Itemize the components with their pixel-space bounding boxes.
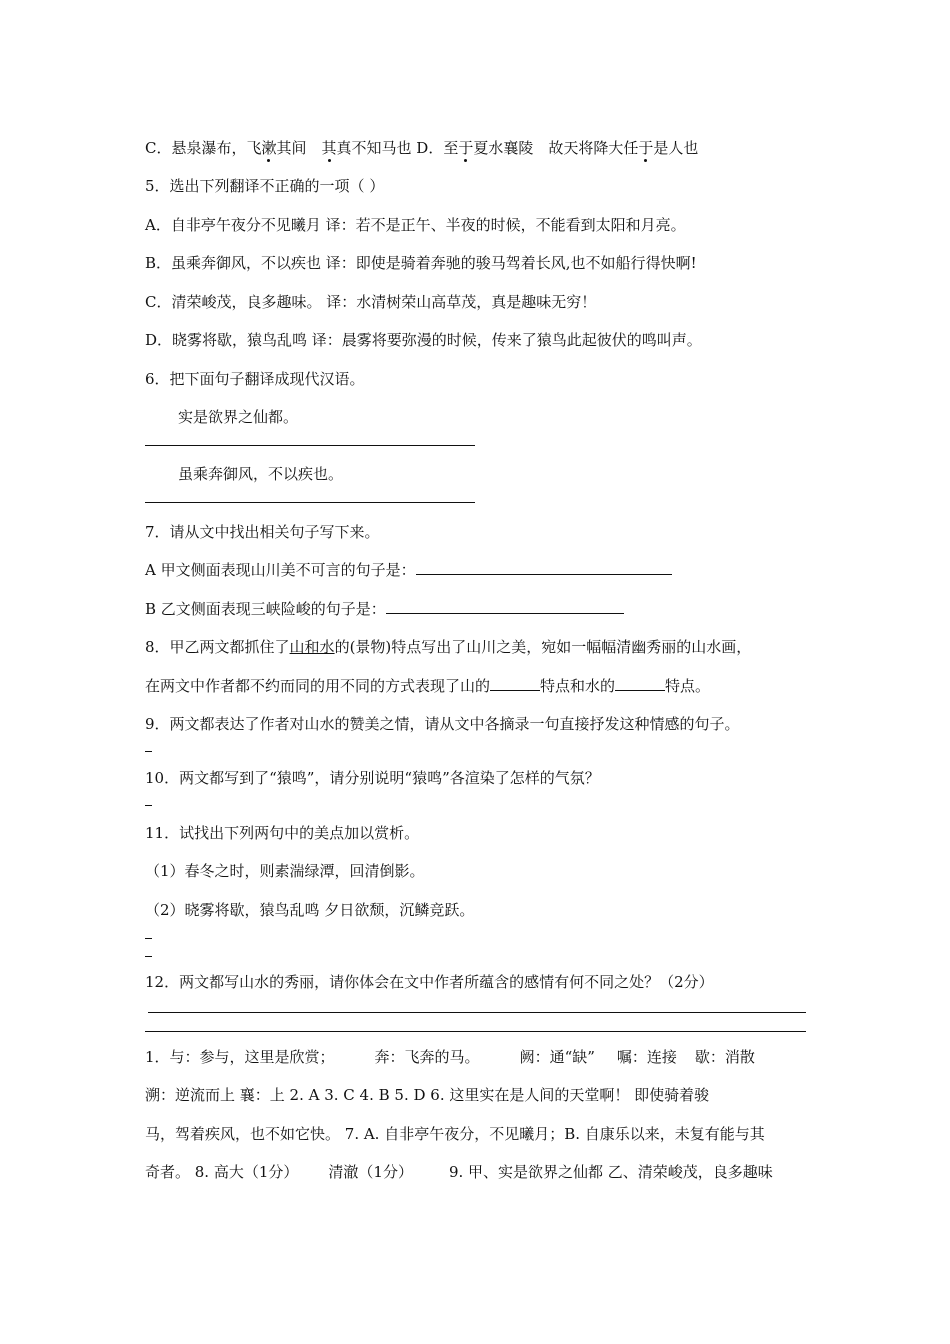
answers-line-1 — [145, 1047, 755, 1067]
q8-text: 特点。 — [665, 677, 711, 695]
answer-text: 奔：飞奔的马。 — [374, 1048, 480, 1066]
q5-option-a: A．自非亭午夜分不见曦月 译：若不是正午、半夜的时候，不能看到太阳和月亮。 — [145, 216, 686, 234]
q10-answer-mark — [145, 805, 152, 806]
q5-title: 5．选出下列翻译不正确的一项（ ） — [145, 177, 385, 195]
answers-line-3: 马，驾着疾风，也不如它快。 7. A. 自非亭午夜分，不见曦月；B. 自康乐以来，未复有能与其 — [145, 1125, 765, 1143]
q7-blank-a — [416, 560, 672, 575]
answers-line-2: 溯：逆流而上 襄：上 2. A 3. C 4. B 5. D 6. 这里实在是人间的天堂啊！ 即使骑着骏 — [145, 1086, 710, 1104]
q4-dotted-char: 其 — [321, 139, 337, 157]
q11-sentence-1: （1）春冬之时，则素湍绿潭，回清倒影。 — [145, 862, 425, 880]
q7-item-a-text: A 甲文侧面表现山川美不可言的句子是： — [145, 561, 416, 579]
q6-answer-line-2 — [145, 502, 475, 503]
answer-text: 奇者。 8. 高大（1分） — [145, 1163, 299, 1181]
q8-line-1 — [145, 637, 751, 657]
answer-text: 嘱：连接 — [616, 1048, 677, 1066]
q7-blank-b — [386, 599, 624, 614]
q7-item-b-text: B 乙文侧面表现三峡险峻的句子是： — [145, 600, 386, 618]
q4-text: 真不知马也 D．至 — [336, 139, 459, 157]
q8-underlined-text: 山和水 — [289, 638, 335, 656]
q6-sentence-2: 虽乘奔御风，不以疾也。 — [178, 465, 344, 483]
q8-text: 在两文中作者都不约而同的用不同的方式表现了山的 — [145, 677, 491, 695]
q10-question: 10．两文都写到了“猿鸣”，请分别说明“猿鸣”各渲染了怎样的气氛？ — [145, 769, 600, 787]
q4-dotted-char: 于 — [458, 139, 474, 157]
q4-text: 是人也 — [653, 139, 699, 157]
q11-answer-mark-1 — [145, 938, 152, 939]
q11-sentence-2: （2）晓雾将歇，猿鸟乱鸣 夕日欲颓，沉鳞竞跃。 — [145, 901, 475, 919]
q5-option-d: D．晓雾将歇，猿鸟乱鸣 译：晨雾将要弥漫的时候，传来了猿鸟此起彼伏的鸣叫声。 — [145, 331, 702, 349]
q5-option-c: C．清荣峻茂，良多趣味。 译：水清树荣山高草茂，真是趣味无穷！ — [145, 293, 597, 311]
answers-line-4 — [145, 1162, 773, 1182]
answer-text: 清澈（1分） — [328, 1163, 413, 1181]
answer-text: 9. 甲、实是欲界之仙都 乙、清荣峻茂，良多趣味 — [448, 1163, 773, 1181]
q5-option-b: B．虽乘奔御风，不以疾也 译：即使是骑着奔驰的骏马驾着长风,也不如船行得快啊! — [145, 254, 697, 272]
q8-blank-mountain — [490, 676, 540, 691]
q6-title: 6．把下面句子翻译成现代汉语。 — [145, 370, 365, 388]
q8-text: 的(景物)特点写出了山川之美，宛如一幅幅清幽秀丽的山水画， — [334, 638, 752, 656]
q4-text: 夏水襄陵 故天将降大任 — [473, 139, 639, 157]
q7-item-b — [145, 599, 624, 619]
answer-text: 阙：通“缺” — [519, 1048, 595, 1066]
answer-text: 1．与：参与，这里是欣赏； — [145, 1048, 335, 1066]
answer-text: 歇：消散 — [694, 1048, 755, 1066]
q7-item-a — [145, 560, 672, 580]
q9-answer-mark — [145, 751, 152, 752]
q8-line-2 — [145, 676, 710, 696]
q7-title: 7．请从文中找出相关句子写下来。 — [145, 523, 380, 541]
q8-text: 8．甲乙两文都抓住了 — [145, 638, 290, 656]
q12-answer-line-2 — [145, 1031, 806, 1032]
q6-sentence-1: 实是欲界之仙都。 — [178, 408, 299, 426]
q11-answer-mark-2 — [145, 956, 152, 957]
q12-question: 12．两文都写山水的秀丽，请你体会在文中作者所蕴含的感情有何不同之处？（2分） — [145, 973, 714, 991]
q4-dotted-char: 漱 — [261, 139, 277, 157]
q6-answer-line-1 — [145, 445, 475, 446]
q11-title: 11．试找出下列两句中的美点加以赏析。 — [145, 824, 420, 842]
q4-c-label: C．悬泉瀑布，飞 — [145, 139, 262, 157]
q9-question: 9．两文都表达了作者对山水的赞美之情，请从文中各摘录一句直接抒发这种情感的句子。 — [145, 715, 740, 733]
q12-answer-line-1 — [148, 1012, 806, 1013]
q4-option-c-d — [145, 138, 698, 158]
q4-text: 其间 — [276, 139, 322, 157]
q8-blank-water — [615, 676, 665, 691]
q8-text: 特点和水的 — [540, 677, 616, 695]
q4-dotted-char: 于 — [638, 139, 654, 157]
